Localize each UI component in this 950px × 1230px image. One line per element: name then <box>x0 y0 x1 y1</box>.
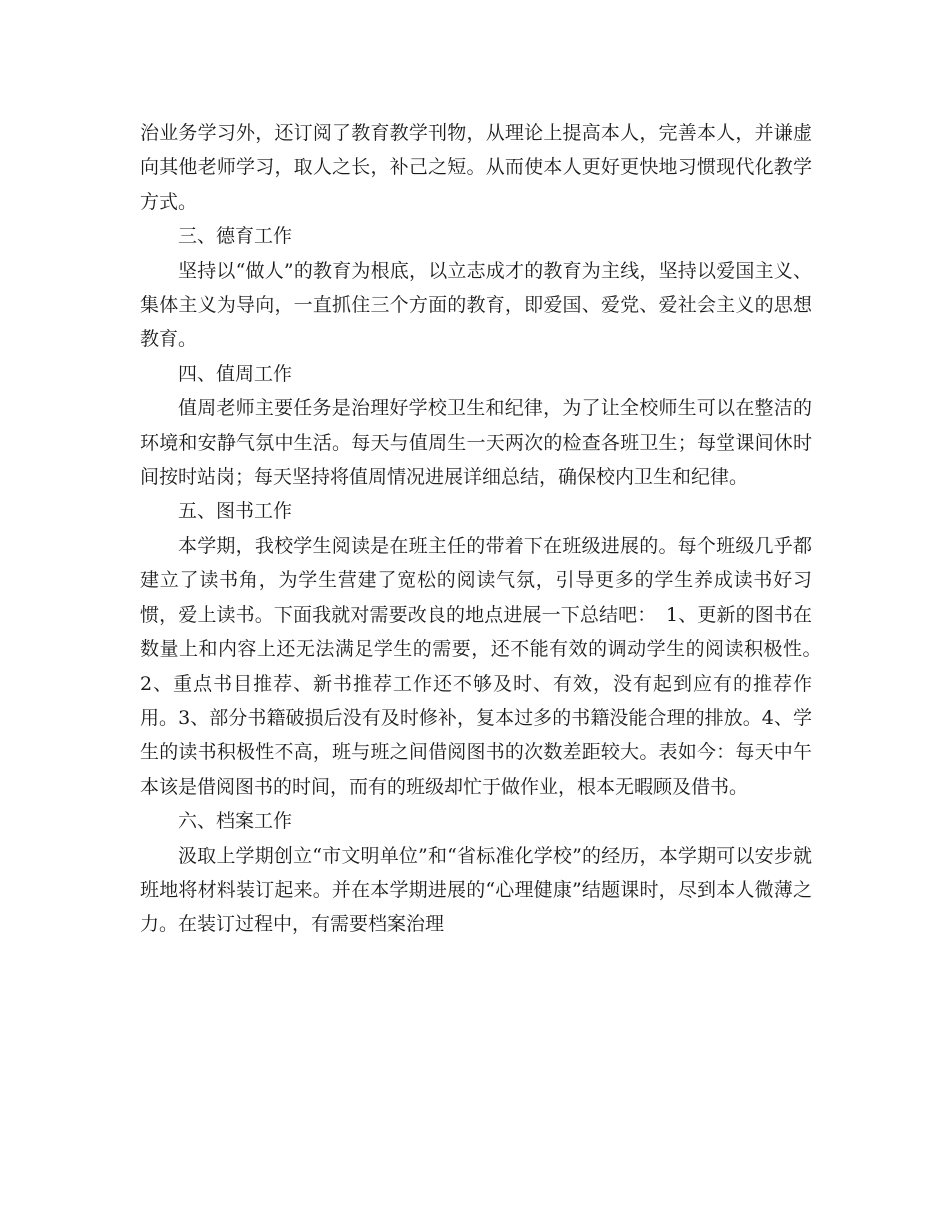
section-heading-weekly-duty: 四、值周工作 <box>178 362 293 385</box>
paragraph-moral-education: 坚持以“做人”的教育为根底，以立志成才的教育为主线，坚持以爱国主义、集体主义为导向，一直抓住三个方面的教育，即爱国、爱党、爱社会主义的思想教育。 <box>140 259 812 351</box>
section-heading-library: 五、图书工作 <box>178 500 293 523</box>
paragraph-continuation: 治业务学习外，还订阅了教育教学刊物，从理论上提高本人，完善本人，并谦虚向其他老师学习，取人之长，补己之短。从而使本人更好更快地习惯现代化教学方式。 <box>140 122 812 213</box>
document-body <box>140 116 832 942</box>
section-heading-moral-education: 三、德育工作 <box>178 225 293 248</box>
paragraph-archives: 汲取上学期创立“市文明单位”和“省标准化学校”的经历，本学期可以安步就班地将材料装订起来。并在本学期进展的“心理健康”结题课时，尽到本人微薄之力。在装订过程中，有需要档案治理 <box>140 844 812 936</box>
paragraph-weekly-duty: 值周老师主要任务是治理好学校卫生和纪律，为了让全校师生可以在整洁的环境和安静气氛中生活。每天与值周生一天两次的检查各班卫生；每堂课间休时间按时站岗；每天坚持将值周情况进展详细总结，确保校内卫生和纪律。 <box>140 397 812 489</box>
section-heading-archives: 六、档案工作 <box>178 810 293 833</box>
paragraph-library: 本学期，我校学生阅读是在班主任的带着下在班级进展的。每个班级几乎都建立了读书角，为学生营建了宽松的阅读气氛，引导更多的学生养成读书好习惯，爱上读书。下面我就对需要改良的地点进展一下总结吧： 1、更新的图书在数量上和内容上还无法满足学生的需要，还不能有效的调动学生的阅读积极性。 2、重点书目推荐、新书推荐工作还不够及时、有效，没有起到应有的推荐作用。3、部分书籍破损后没有及时修补，复本过多的书籍没能合理的排放。4、学生的读书积极性不高，班与班之间借阅图书的次数差距较大。表如今：每天中午本该是借阅图书的时间，而有的班级却忙于做作业，根本无暇顾及借书。 <box>140 534 832 798</box>
